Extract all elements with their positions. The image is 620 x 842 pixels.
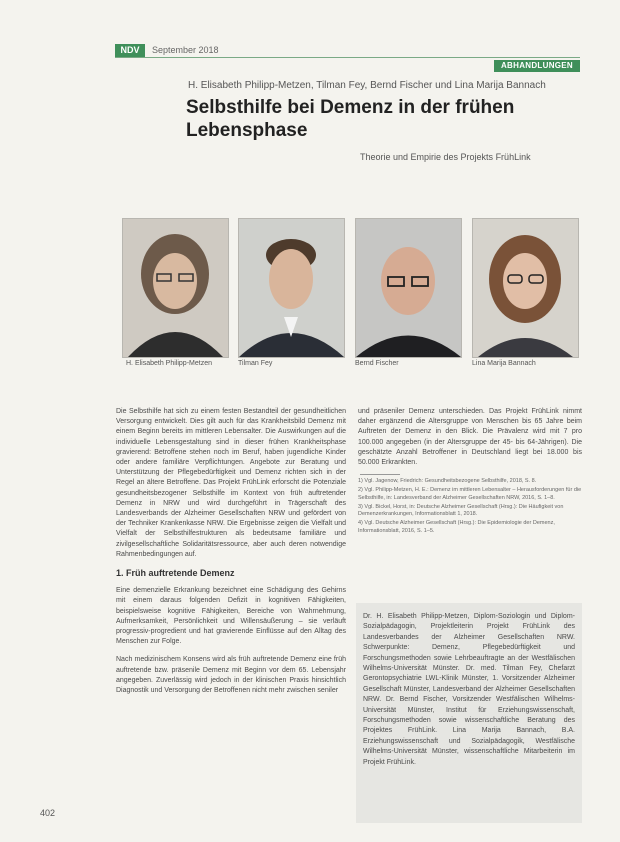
footnote: 4) Vgl. Deutsche Alzheimer Gesellschaft (Hrsg.): Die Epidemiologie der Demenz, Informationsblatt, 2016, S. 1–5. [358,520,555,534]
photo-caption-4: Lina Marija Bannach [472,360,536,367]
body-paragraph-2: Nach medizinischem Konsens wird als früh auftretende Demenz eine früh auftretende bzw. präsenile Demenz mit Beginn vor dem 65. Lebensjahr angegeben. Zuverlässig wird jedoch in der klinischen Praxis hinsichtlich Diagnostik und Versorgung der Betroffenen nicht mehr zwischen seniler [116,656,346,695]
right-column-text: und präseniler Demenz unterschieden. Das Projekt FrühLink nimmt daher ergänzend die Altersgruppe von Menschen bis 65 Jahre beim Auftreten der Demenz in den Blick. Die Prävalenz wird mit 7 pro 100.000 angegeben (in der Altersgruppe der 45- bis 64-Jährigen). Die geschätzte Anzahl Betroffener in Deutschland liegt bei 18.000 bis 50.000 Erkrankten. [358,408,582,467]
portrait-image [239,219,344,357]
author-photo-1 [122,218,229,358]
article-subtitle: Theorie und Empirie des Projekts FrühLink [360,152,531,162]
article-authors: H. Elisabeth Philipp-Metzen, Tilman Fey, Bernd Fischer und Lina Marija Bannach [188,80,546,91]
portrait-image [123,219,228,357]
photo-caption-3: Bernd Fischer [355,360,399,367]
body-paragraph-1: Eine demenzielle Erkrankung bezeichnet eine Schädigung des Gehirns mit einem daraus folgenden Defizit in kognitiven Fähigkeiten, beispielsweise kognitive Fähigkeiten, Bereiche von Wahrnehmung, Aufmerksamkeit, Persönlichkeit und Willensäußerung – sie verläuft progressiv-progredient und hat gravierende Einflüsse auf den Alltag des Menschen zur Folge. [116,587,346,646]
issue-date: September 2018 [152,45,219,55]
portrait-image [473,219,578,357]
author-info-box [356,603,582,823]
footnote: 3) Vgl. Bickel, Horst, in: Deutsche Alzheimer Gesellschaft (Hrsg.): Die Häufigkeit von Demenzerkrankungen, Informationsblatt 1, 2018. [358,503,564,518]
left-column [116,407,346,704]
photo-caption-1: H. Elisabeth Philipp-Metzen [126,360,212,367]
intro-paragraph: Die Selbsthilfe hat sich zu einem festen Bestandteil der gesundheitlichen Versorgung entwickelt. Dies gilt auch für das Krankheitsbild Demenz mit einem Beginn bereits im mittleren Lebensalter. Die Auswirkungen auf die individuelle Lebensgestaltung sind in dieser frühen Krankheitsphase gravierend: Betroffene stehen noch im Beruf, haben jugendliche Kinder oder andere familiäre Verpflichtungen. Angebote zur Beratung und Unterstützung der Pflegebedürftigkeit und Demenz richten sich in der Regel an ältere Betroffene. Das Projekt FrühLink erforscht die Potenziale gesundheitsbezogener Selbsthilfe im Kontext von früh auftretender Demenz in NRW und wird durchgeführt in Trägerschaft des Landesverbands der Alzheimer Gesellschaften NRW und gefördert von der Techniker Krankenkasse NRW. Die Ergebnisse zeigen die Vielfalt und Vielfalt der Selbsthilfestrukturen als bedeutsame familiäre und zivilgesellschaftliche Solidaritätsressource, aber auch deren notwendige Rahmenbedingungen auf. [116,408,346,558]
footnote-divider [360,474,400,475]
author-info-text: Dr. H. Elisabeth Philipp-Metzen, Diplom-Soziologin und Diplom-Sozialpädagogin, Projektleiterin Projekt FrühLink des Landesverbandes der Alzheimer Gesellschaften NRW. Schwerpunkte: Demenz, Pflegebedürftigkeit und Forschungsmethoden sowie Lehrbeauftragte an der Westfälischen Wilhelms-Universität Münster. Dr. med. Tilman Fey, Chefarzt Gerontopsychiatrie LWL-Klinik Münster, 1. Vorsitzender Alzheimer Gesellschaft Münster, Landesverband der Alzheimer Gesellschaften NRW. Dr. Bernd Fischer, Vorsitzender Westfälischen Wilhelms-Universität Münster, Institut für Erziehungswissenschaft, Forschungsmethoden sowie wissenschaftliche Beratung des Projektes FrühLink. Lina Marija Bannach, B.A. Erziehungswissenschaft und Sozialpädagogik, Westfälische Wilhelms-Universität Münster, wissenschaftliche Mitarbeiterin im Projekt FrühLink. [363,613,575,766]
footnote: 2) Vgl. Philipp-Metzen, H. E.: Demenz im mittleren Lebensalter – Herausforderungen für die Selbsthilfe, in: Landesverband der Alzheimer Gesellschaften NRW, 2016, S. 1–8. [358,487,582,501]
journal-badge: NDV [115,44,145,57]
section-heading: 1. Früh auftretende Demenz [116,568,235,579]
footnotes [358,478,582,537]
author-photo-4 [472,218,579,358]
section-tag: ABHANDLUNGEN [494,60,580,72]
photo-caption-2: Tilman Fey [238,360,273,367]
portrait-image [356,219,461,357]
footnote: 1) Vgl. Jagenow, Friedrich: Gesundheitsbezogene Selbsthilfe, 2018, S. 8. [358,478,537,484]
page-number: 402 [40,808,56,818]
author-photo-2 [238,218,345,358]
author-photo-3 [355,218,462,358]
article-title: Selbsthilfe bei Demenz in der frühen Lebensphase [186,97,515,141]
header-divider [115,57,580,58]
